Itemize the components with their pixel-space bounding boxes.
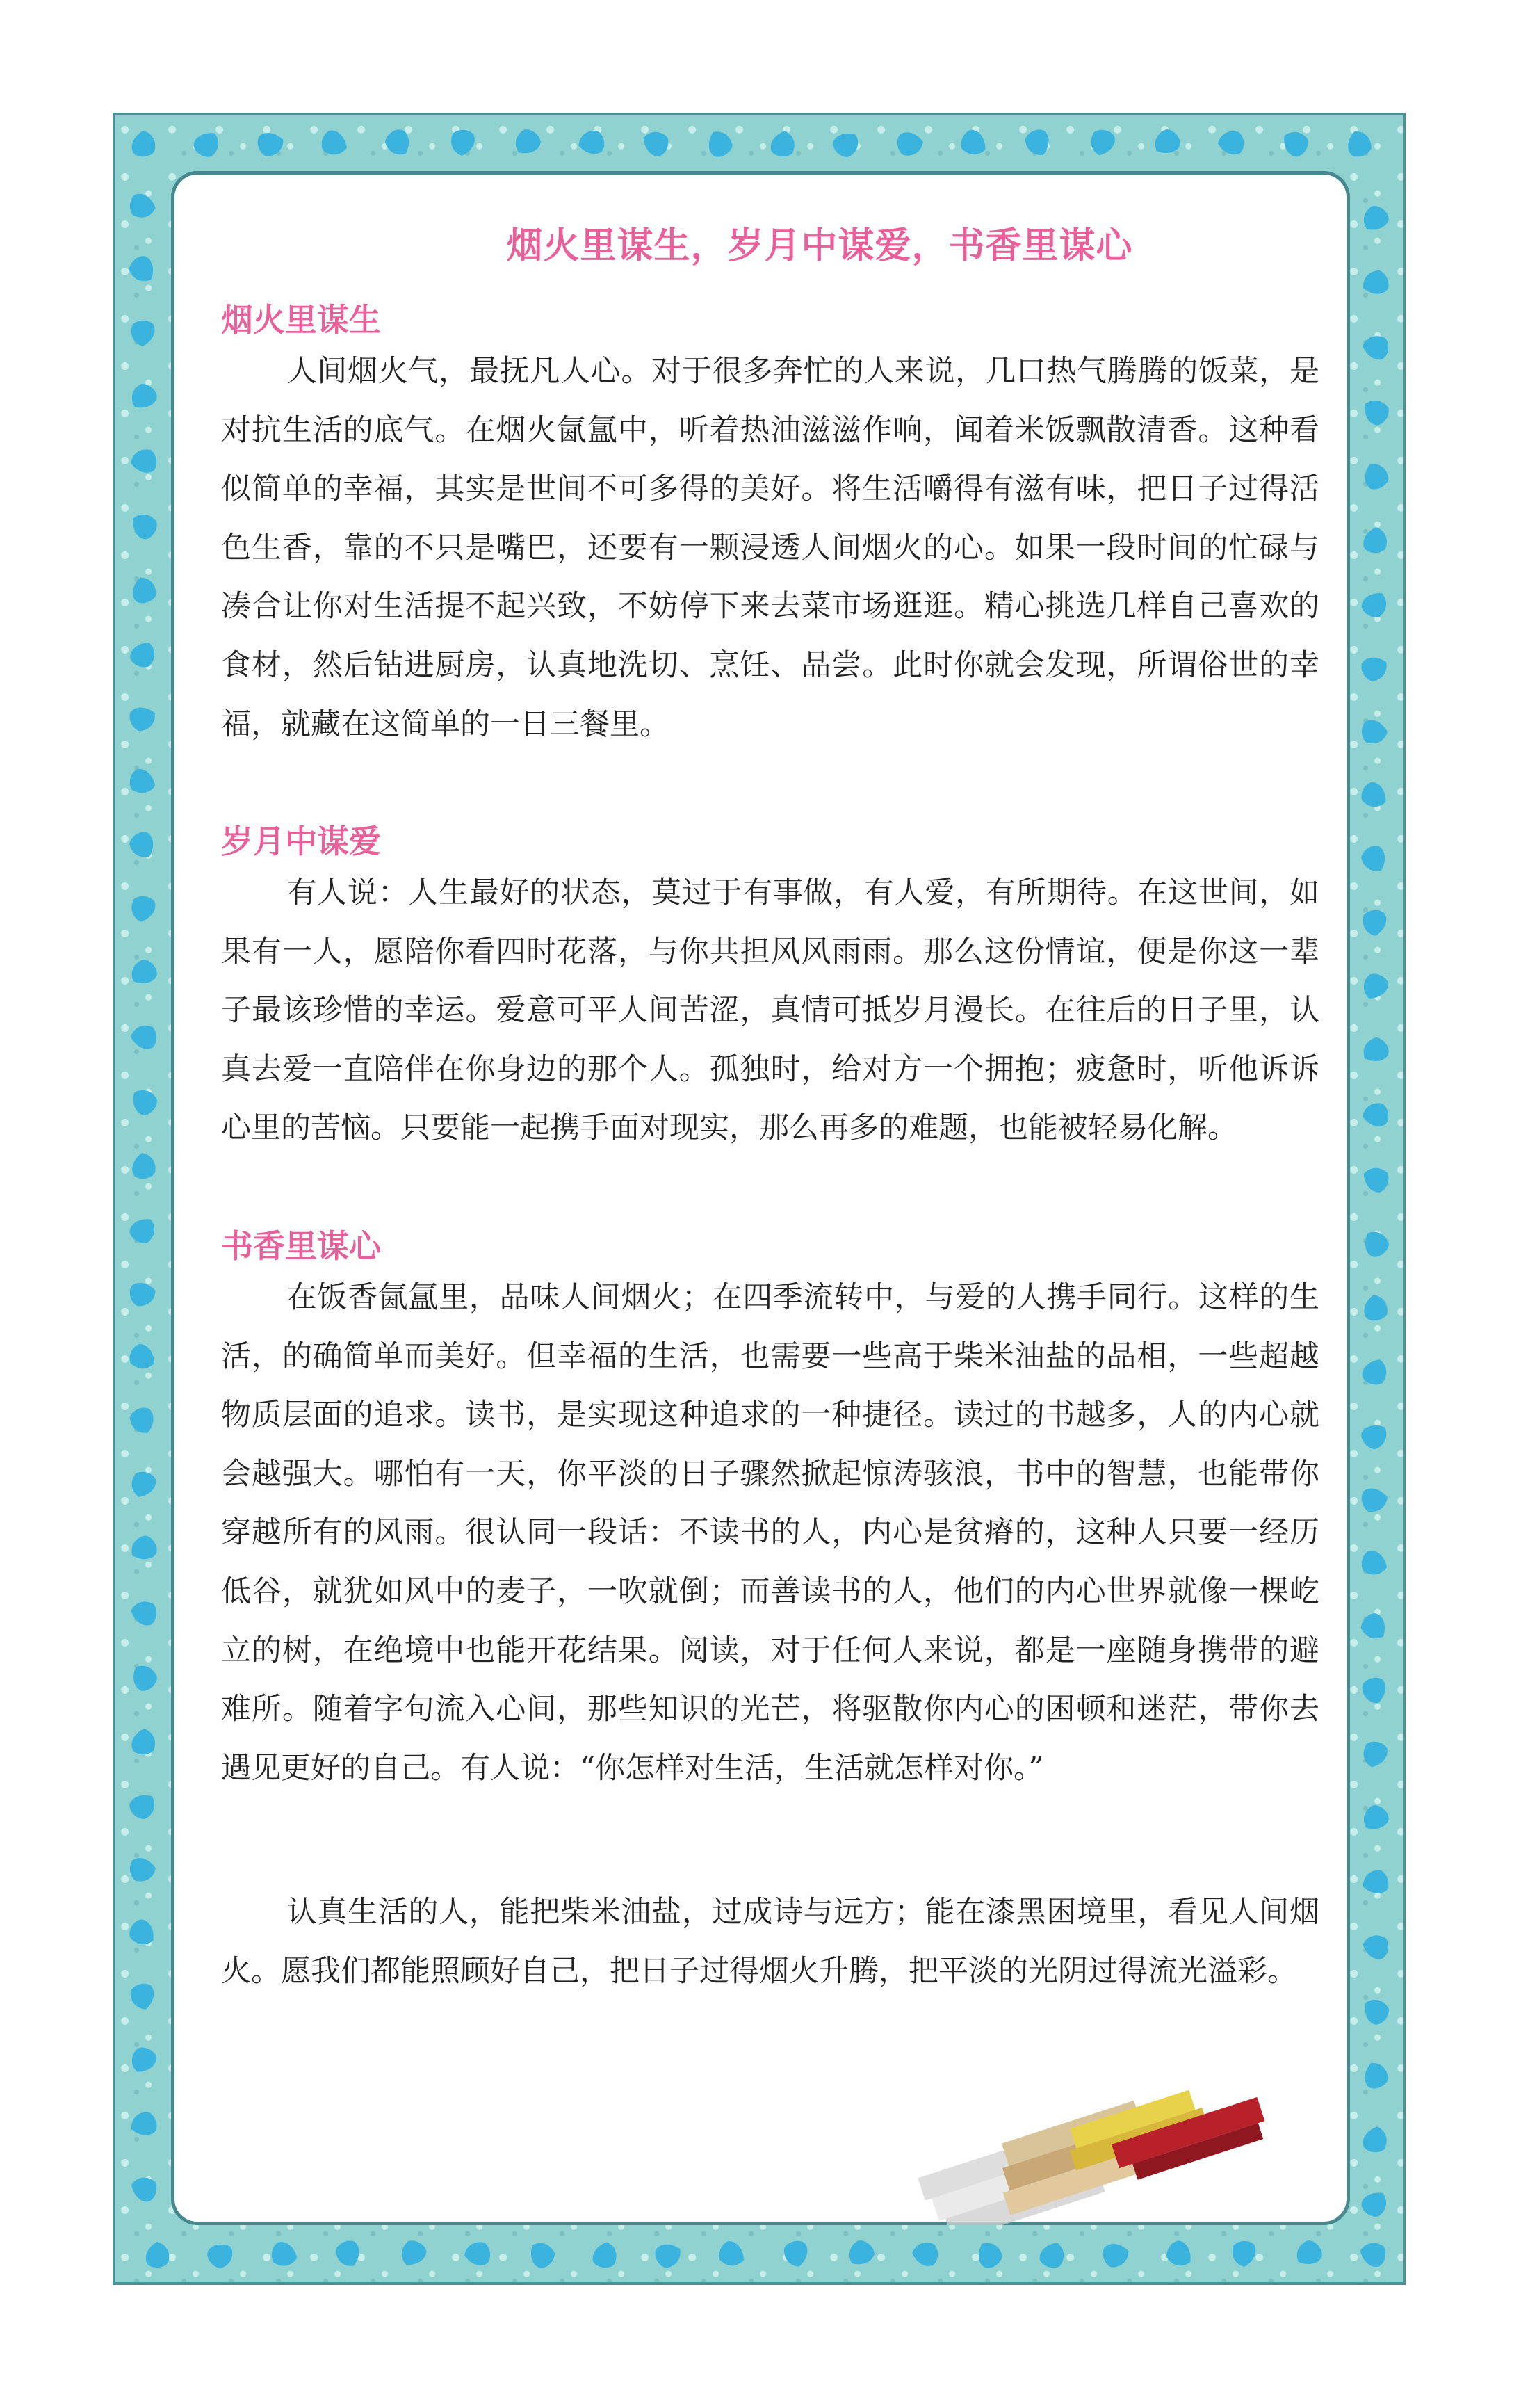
section-making-a-living	[221, 298, 1319, 754]
section-paragraph: 在饭香氤氲里，品味人间烟火；在四季流转中，与爱的人携手同行。这样的生活，的确简单而美好。但幸福的生活，也需要一些高于柴米油盐的品相，一些超越物质层面的追求。读书，是实现这种追求的一种捷径。读过的书越多，人的内心就会越强大。哪怕有一天，你平淡的日子骤然掀起惊涛骇浪，书中的智慧，也能带你穿越所有的风雨。很认同一段话：不读书的人，内心是贫瘠的，这种人只要一经历低谷，就犹如风中的麦子，一吹就倒；而善读书的人，他们的内心世界就像一棵屹立的树，在绝境中也能开花结果。阅读，对于任何人来说，都是一座随身携带的避难所。随着字句流入心间，那些知识的光芒，将驱散你内心的困顿和迷茫，带你去遇见更好的自己。有人说：“你怎样对生活，生活就怎样对你。”	[221, 1280, 1319, 1786]
section-nurturing-mind	[221, 1224, 1319, 1797]
closing-section	[221, 1883, 1319, 2001]
section-seeking-love	[221, 819, 1319, 1158]
page-title: 烟火里谋生，岁月中谋爱，书香里谋心	[506, 225, 1133, 267]
section-heading: 岁月中谋爱	[221, 823, 381, 860]
section-paragraph: 人间烟火气，最抚凡人心。对于很多奔忙的人来说，几口热气腾腾的饭菜，是对抗生活的底气。在烟火氤氲中，听着热油滋滋作响，闻着米饭飘散清香。这种看似简单的幸福，其实是世间不可多得的美好。将生活嚼得有滋有味，把日子过得活色生香，靠的不只是嘴巴，还要有一颗浸透人间烟火的心。如果一段时间的忙碌与凑合让你对生活提不起兴致，不妨停下来去菜市场逛逛。精心挑选几样自己喜欢的食材，然后钻进厨房，认真地洗切、烹饪、品尝。此时你就会发现，所谓俗世的幸福，就藏在这简单的一日三餐里。	[221, 354, 1319, 742]
stacked-strips-decoration-icon	[904, 2072, 1293, 2225]
section-paragraph: 有人说：人生最好的状态，莫过于有事做，有人爱，有所期待。在这世间，如果有一人，愿陪你看四时花落，与你共担风风雨雨。那么这份情谊，便是你这一辈子最该珍惜的幸运。爱意可平人间苦涩，真情可抵岁月漫长。在往后的日子里，认真去爱一直陪伴在你身边的那个人。孤独时，给对方一个拥抱；疲惫时，听他诉诉心里的苦恼。只要能一起携手面对现实，那么再多的难题，也能被轻易化解。	[221, 875, 1319, 1146]
section-heading: 书香里谋心	[221, 1227, 381, 1265]
closing-paragraph: 认真生活的人，能把柴米油盐，过成诗与远方；能在漆黑困境里，看见人间烟火。愿我们都能照顾好自己，把日子过得烟火升腾，把平淡的光阴过得流光溢彩。	[221, 1895, 1319, 1989]
section-heading: 烟火里谋生	[221, 301, 381, 339]
